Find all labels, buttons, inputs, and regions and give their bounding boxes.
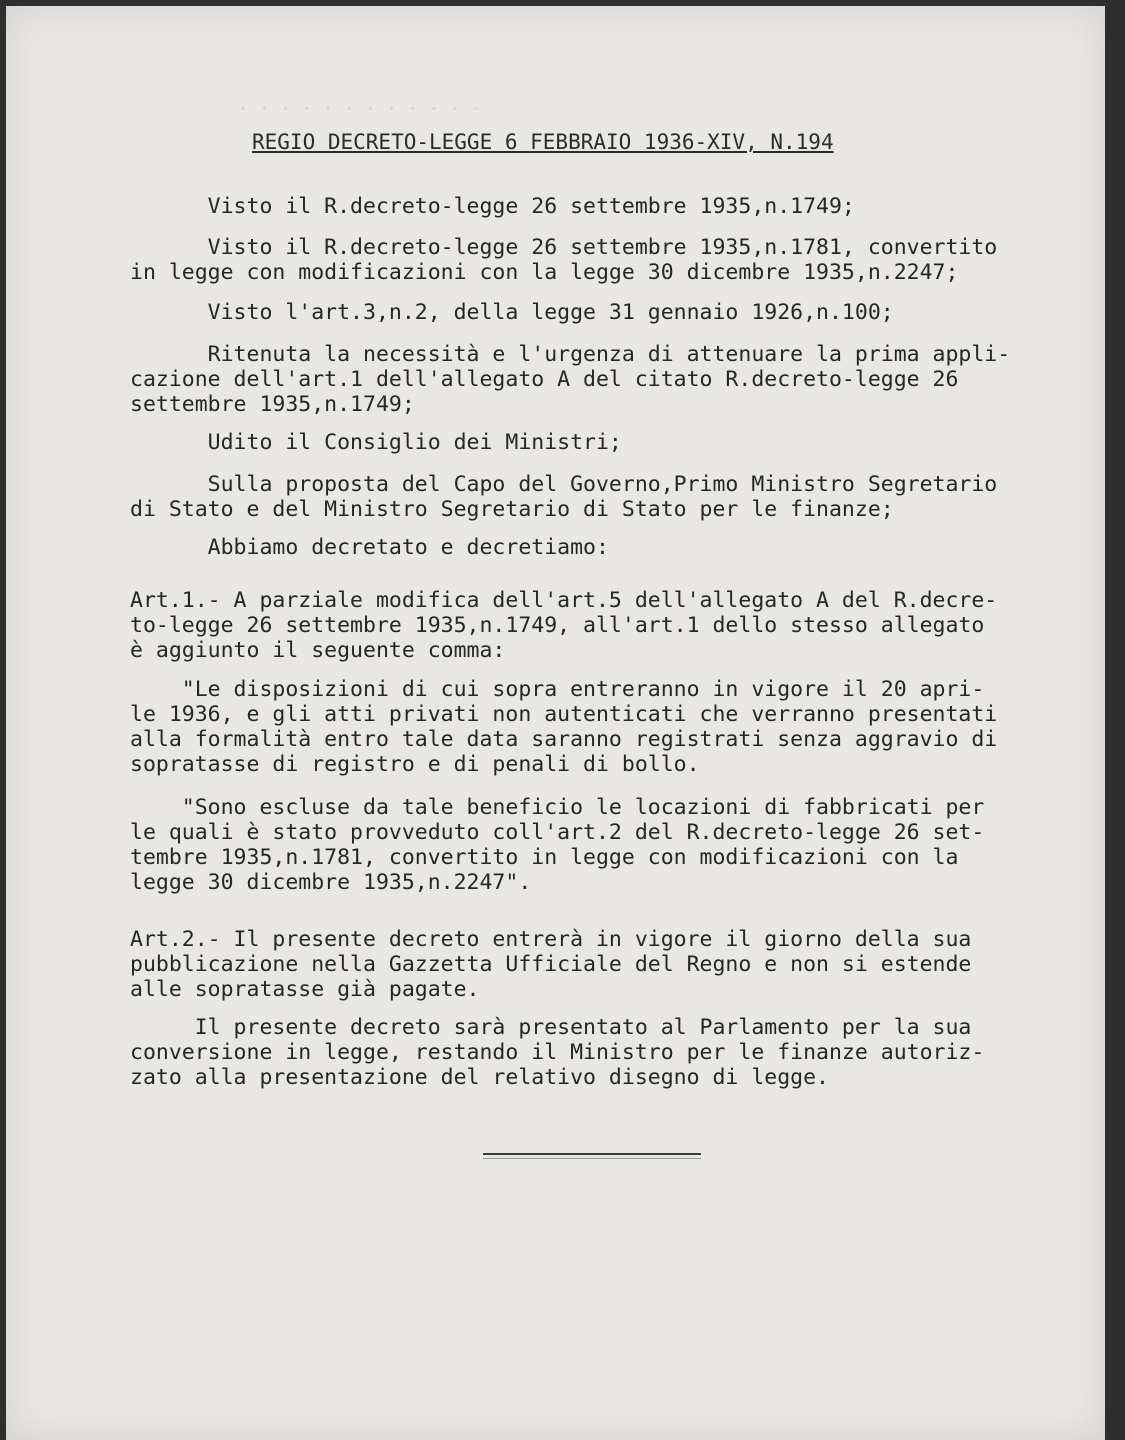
document-title: REGIO DECRETO-LEGGE 6 FEBBRAIO 1936-XIV, N.194 (252, 130, 834, 154)
article-1-quote-1: "Le disposizioni di cui sopra entreranno in vigore il 20 apri- le 1936, e gli atti privati non autenticati che verranno presentati alla formalità entro tale data saranno registrati senza aggravio di sopratasse di registro e di penali di bollo. (130, 677, 998, 777)
bleed-through-text: · · · · · · · · · · · · (236, 94, 481, 123)
paragraph-ritenuta: Ritenuta la necessità e l'urgenza di attenuare la prima appli- cazione dell'art.1 dell'allegato A del citato R.decreto-legge 26 settembre 1935,n.1749; (130, 342, 1011, 417)
article-1: Art.1.- A parziale modifica dell'art.5 dell'allegato A del R.decre- to-legge 26 settembre 1935,n.1749, all'art.1 dello stesso allegato è aggiunto il seguente comma: (130, 588, 998, 663)
paragraph-proposta: Sulla proposta del Capo del Governo,Primo Ministro Segretario di Stato e del Ministro Segretario di Stato per le finanze; (130, 472, 998, 522)
article-2: Art.2.- Il presente decreto entrerà in vigore il giorno della sua pubblicazione nella Gazzetta Ufficiale del Regno e non si estende alle sopratasse già pagate. (130, 927, 972, 1002)
paragraph-abbiamo: Abbiamo decretato e decretiamo: (130, 535, 609, 560)
paragraph-udito: Udito il Consiglio dei Ministri; (130, 430, 622, 455)
paragraph-visto-1: Visto il R.decreto-legge 26 settembre 1935,n.1749; (130, 194, 855, 219)
closing-rule (483, 1153, 701, 1155)
paragraph-visto-2: Visto il R.decreto-legge 26 settembre 1935,n.1781, convertito in legge con modificazioni con la legge 30 dicembre 1935,n.2247; (130, 235, 998, 285)
article-1-quote-2: "Sono escluse da tale beneficio le locazioni di fabbricati per le quali è stato provveduto coll'art.2 del R.decreto-legge 26 set- tembre 1935,n.1781, convertito in legge con modificazioni con la legge 30 dicembre 1935,n.2247". (130, 795, 985, 895)
closing-paragraph: Il presente decreto sarà presentato al Parlamento per la sua conversione in legge, restando il Ministro per le finanze autoriz- zato alla presentazione del relativo disegno di legge. (130, 1015, 985, 1090)
paragraph-visto-3: Visto l'art.3,n.2, della legge 31 gennaio 1926,n.100; (130, 300, 894, 325)
closing-rule-underline (483, 1158, 701, 1159)
